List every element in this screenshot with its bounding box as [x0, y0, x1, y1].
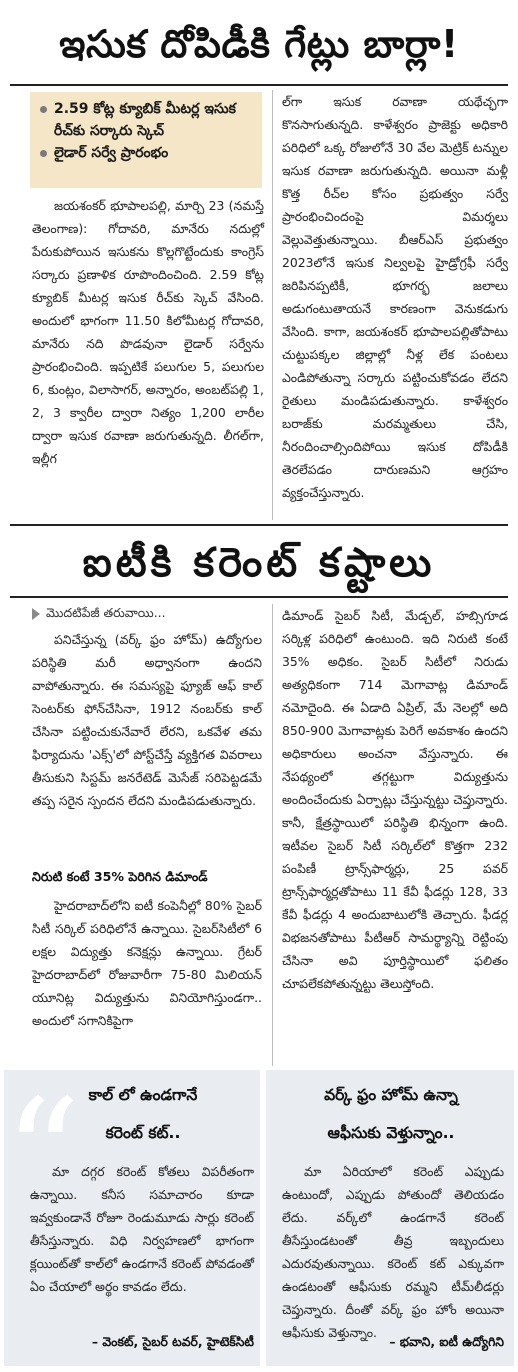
story2-headline: ఐటీకి కరెంట్ కష్టాలు	[82, 540, 436, 586]
quote-signature: – వెంకట్, సైబర్ టవర్, హైటెక్‌సిటీ	[91, 1334, 254, 1349]
story1-headline: ఇసుక దోపిడీకి గేట్లు బార్లా!	[59, 22, 459, 66]
quote-heading: కరెంట్ కట్..	[105, 1124, 181, 1142]
quote-heading: వర్క్ ఫ్రం హోమ్ ఉన్నా	[324, 1086, 458, 1104]
story1-highlights-box	[30, 92, 262, 188]
story2-body-left: పనిచేస్తున్న (వర్క్ ఫ్రం హోమ్) ఉద్యోగుల పరిస్థితి మరీ అధ్వానంగా ఉందని వాపోతున్నారు. ఈ సమస్యపై ఫ్యూజ్ ఆఫ్ కాల్ సెంటర్‌కు ఫోన్‌చేసినా, 1912 నంబర్‌కు కాల్ చేసినా పట్టించుకునేవారే లేరని, ఒకవేళ తమ ఫిర్యాదును 'ఎక్స్'లో పోస్ట్‌చేస్తే వ్యక్తిగత వివరాలు తీసుకుని సిస్టమ్ జనరేటెడ్ మెసేజ్ సరిపెట్టడమే తప్ప సరైన స్పందన లేదని మండిపడుతున్నారు.	[32, 632, 262, 808]
story1-body-left: జయశంకర్ భూపాలపల్లి, మార్చి 23 (నమస్తే తెలంగాణ): గోదావరి, మానేరు నదుల్లో పేరుకుపోయిన ఇసుకను కొల్లగొట్టేందుకు కాంగ్రెస్ సర్కారు ప్రణాళిక రూపొందించింది. 2.59 కోట్ల క్యూబిక్ మీటర్ల ఇసుక రీచ్‌కు స్కెచ్ వేసింది. అందులో భాగంగా 11.50 కిలోమీటర్ల గోదావరి, మానేరు నది పొడవునా లైడార్ సర్వేను ప్రారంభించింది. ఇప్పటికే పలుగుల 5, పలుగుల 6, కుంట్లం, విలాసాగర్, అన్నారం, అంబట్‌పల్లి 1, 2, 3 క్వారీల ద్వారా నిత్యం 1,200 లారీల ద్వారా ఇసుక రవాణా జరుగుతున్నది. లీగల్‌గా, ఇల్లీగ	[32, 198, 264, 466]
bullet-icon	[40, 150, 47, 157]
quote-body: మా దగ్గర కరెంట్ కోతలు విపరీతంగా ఉన్నాయి. కనీస సమాచారం కూడా ఇవ్వకుండానే రోజూ రెండుమూడు సార్లు కరెంట్ తీసేస్తున్నారు. విధి నిర్వహణలో భాగంగా క్లయింట్‌తో కాల్‌లో ఉండగానే కరెంట్ పోవడంతో ఏం చేయాలో అర్థం కావడం లేదు.	[30, 1164, 254, 1294]
quote-signature: – భవాని, ఐటీ ఉద్యోగిని	[389, 1334, 504, 1349]
highlight-item: 2.59 కోట్ల క్యూబిక్ మీటర్ల ఇసుక రీచ్‌కు సర్కారు స్కెచ్	[38, 98, 256, 142]
quote-heading: కాల్ లో ఉండగానే	[88, 1086, 198, 1104]
bullet-icon	[40, 106, 47, 113]
highlight-item: లైడార్ సర్వే ప్రారంభం	[38, 142, 256, 164]
column-divider	[272, 604, 273, 1066]
quote-heading: ఆఫీసుకు వెళ్తున్నాం..	[327, 1124, 455, 1142]
column-divider	[272, 90, 273, 520]
story2-subheading: నిరుటి కంటే 35% పెరిగిన డిమాండ్	[32, 869, 208, 884]
story1-body-right: ల్‌గా ఇసుక రవాణా యథేచ్ఛగా కొనసాగుతున్నది. కాళేశ్వరం ప్రాజెక్టు అధికారి పరిధిలో ఒక్క రోజులోనే 30 వేల మెట్రిక్ టన్నుల ఇసుక రవాణా జరుగుతున్నది. అయినా మళ్లీ కొత్త రీచ్‌ల కోసం ప్రభుత్వం సర్వే ప్రారంభించిందంపై విమర్శలు వెల్లువెత్తుతున్నాయి. బీఆర్‌ఎస్ ప్రభుత్వం 2023లోనే ఇసుక నిల్వలపై హైడ్రోగ్రఫీ సర్వే జరిపినప్పటికీ, భూగర్భ జలాలు అడుగంటుతాయనే కారణంగా వెనుకడుగు వేసింది. కాగా, జయశంకర్ భూపాలపల్లితోపాటు చుట్టుపక్కల జిల్లాల్లో నీళ్ల లేక పంటలు ఎండిపోతున్నా సర్కారు పట్టించుకోవడం లేదని రైతులు మండిపడుతున్నారు. కాళేశ్వరం బరాజ్‌కు మరమ్మతులు చేసి, నీరందించాల్సిందిపోయి ఇసుక దోపిడీకి తెరలేపడం దారుణమని ఆగ్రహం వ్యక్తంచేస్తున్నారు.	[282, 94, 508, 500]
continued-from-label: మొదటిపేజీ తరువాయి...	[32, 602, 262, 624]
story2-body-right: డిమాండ్ సైబర్ సిటీ, మేడ్చల్, హబ్సిగూడ సర్కిళ్ల పరిధిలో ఉంటుంది. ఇది నిరుటి కంటే 35% అధికం. సైబర్ సిటీలో నిరుడు అత్యధికంగా 714 మెగావాట్ల డిమాండ్ నమోదైంది. ఈ ఏడాది ఏప్రిల్, మే నెలల్లో అది 850-900 మెగావాట్లకు పెరిగే అవకాశం ఉందని అధికారులు అంచనా వేస్తున్నారు. ఈ నేపథ్యంలో తగ్గట్టుగా విద్యుత్తును అందించేందుకు ఏర్పాట్లు చేస్తున్నట్టు చెప్తున్నారు. కానీ, క్షేత్రస్థాయిలో పరిస్థితి భిన్నంగా ఉంది. ఇటీవల సైబర్ సిటీ సర్కిల్‌లో కొత్తగా 232 పంపిణీ ట్రాన్స్‌ఫార్మర్లు, 25 పవర్ ట్రాన్స్‌ఫార్మర్లతోపాటు 11 కేవీ ఫీడర్లు 128, 33 కేవీ ఫీడర్లు 4 అందుబాటులోకి తెచ్చారు. ఫీడర్ల విభజనతోపాటు పీటీఆర్ సామర్థ్యాన్ని రెట్టింపు చేసినా అవి పూర్తిస్థాయిలో ఫలితం చూపలేకపోతున్నట్టు తెలుస్తోంది.	[282, 608, 508, 991]
quotation-mark-icon: “	[4, 1068, 81, 1242]
story2-body-left-continued: హైదరాబాద్‌లోని ఐటీ కంపెనీల్లో 80% సైబర్ సిటీ సర్కిల్ పరిధిలోనే ఉన్నాయి. సైబర్‌సిటీలో 6 లక్షల విద్యుత్తు కనెక్షన్లు ఉన్నాయి. గ్రేటర్ హైదరాబాద్‌లో రోజువారీగా 75-80 మిలియన్ యూనిట్ల విద్యుత్తును వినియోగిస్తుండగా.. అందులో సగానికిపైగా	[32, 898, 262, 1028]
story-separator	[10, 524, 508, 526]
headline-rule	[10, 596, 508, 598]
chevron-right-icon	[32, 608, 40, 620]
headline-rule	[10, 84, 508, 86]
quote-body: మా ఏరియాలో కరెంట్ ఎప్పుడు ఉంటుందో, ఎప్పుడు పోతుందో తెలియడం లేదు. వర్క్‌లో ఉండగానే కరెంట్ తీసేస్తుండటంతో తీవ్ర ఇబ్బందులు ఎదురవుతున్నాయి. కరెంట్ కట్ ఎక్కువగా ఉండటంతో ఆఫీసుకు రమ్మని టీమ్‌లీడర్లు చెప్తున్నారు. దీంతో వర్క్ ఫ్రం హోం అయినా ఆఫీసుకు వెళ్తున్నాం.	[282, 1164, 504, 1340]
